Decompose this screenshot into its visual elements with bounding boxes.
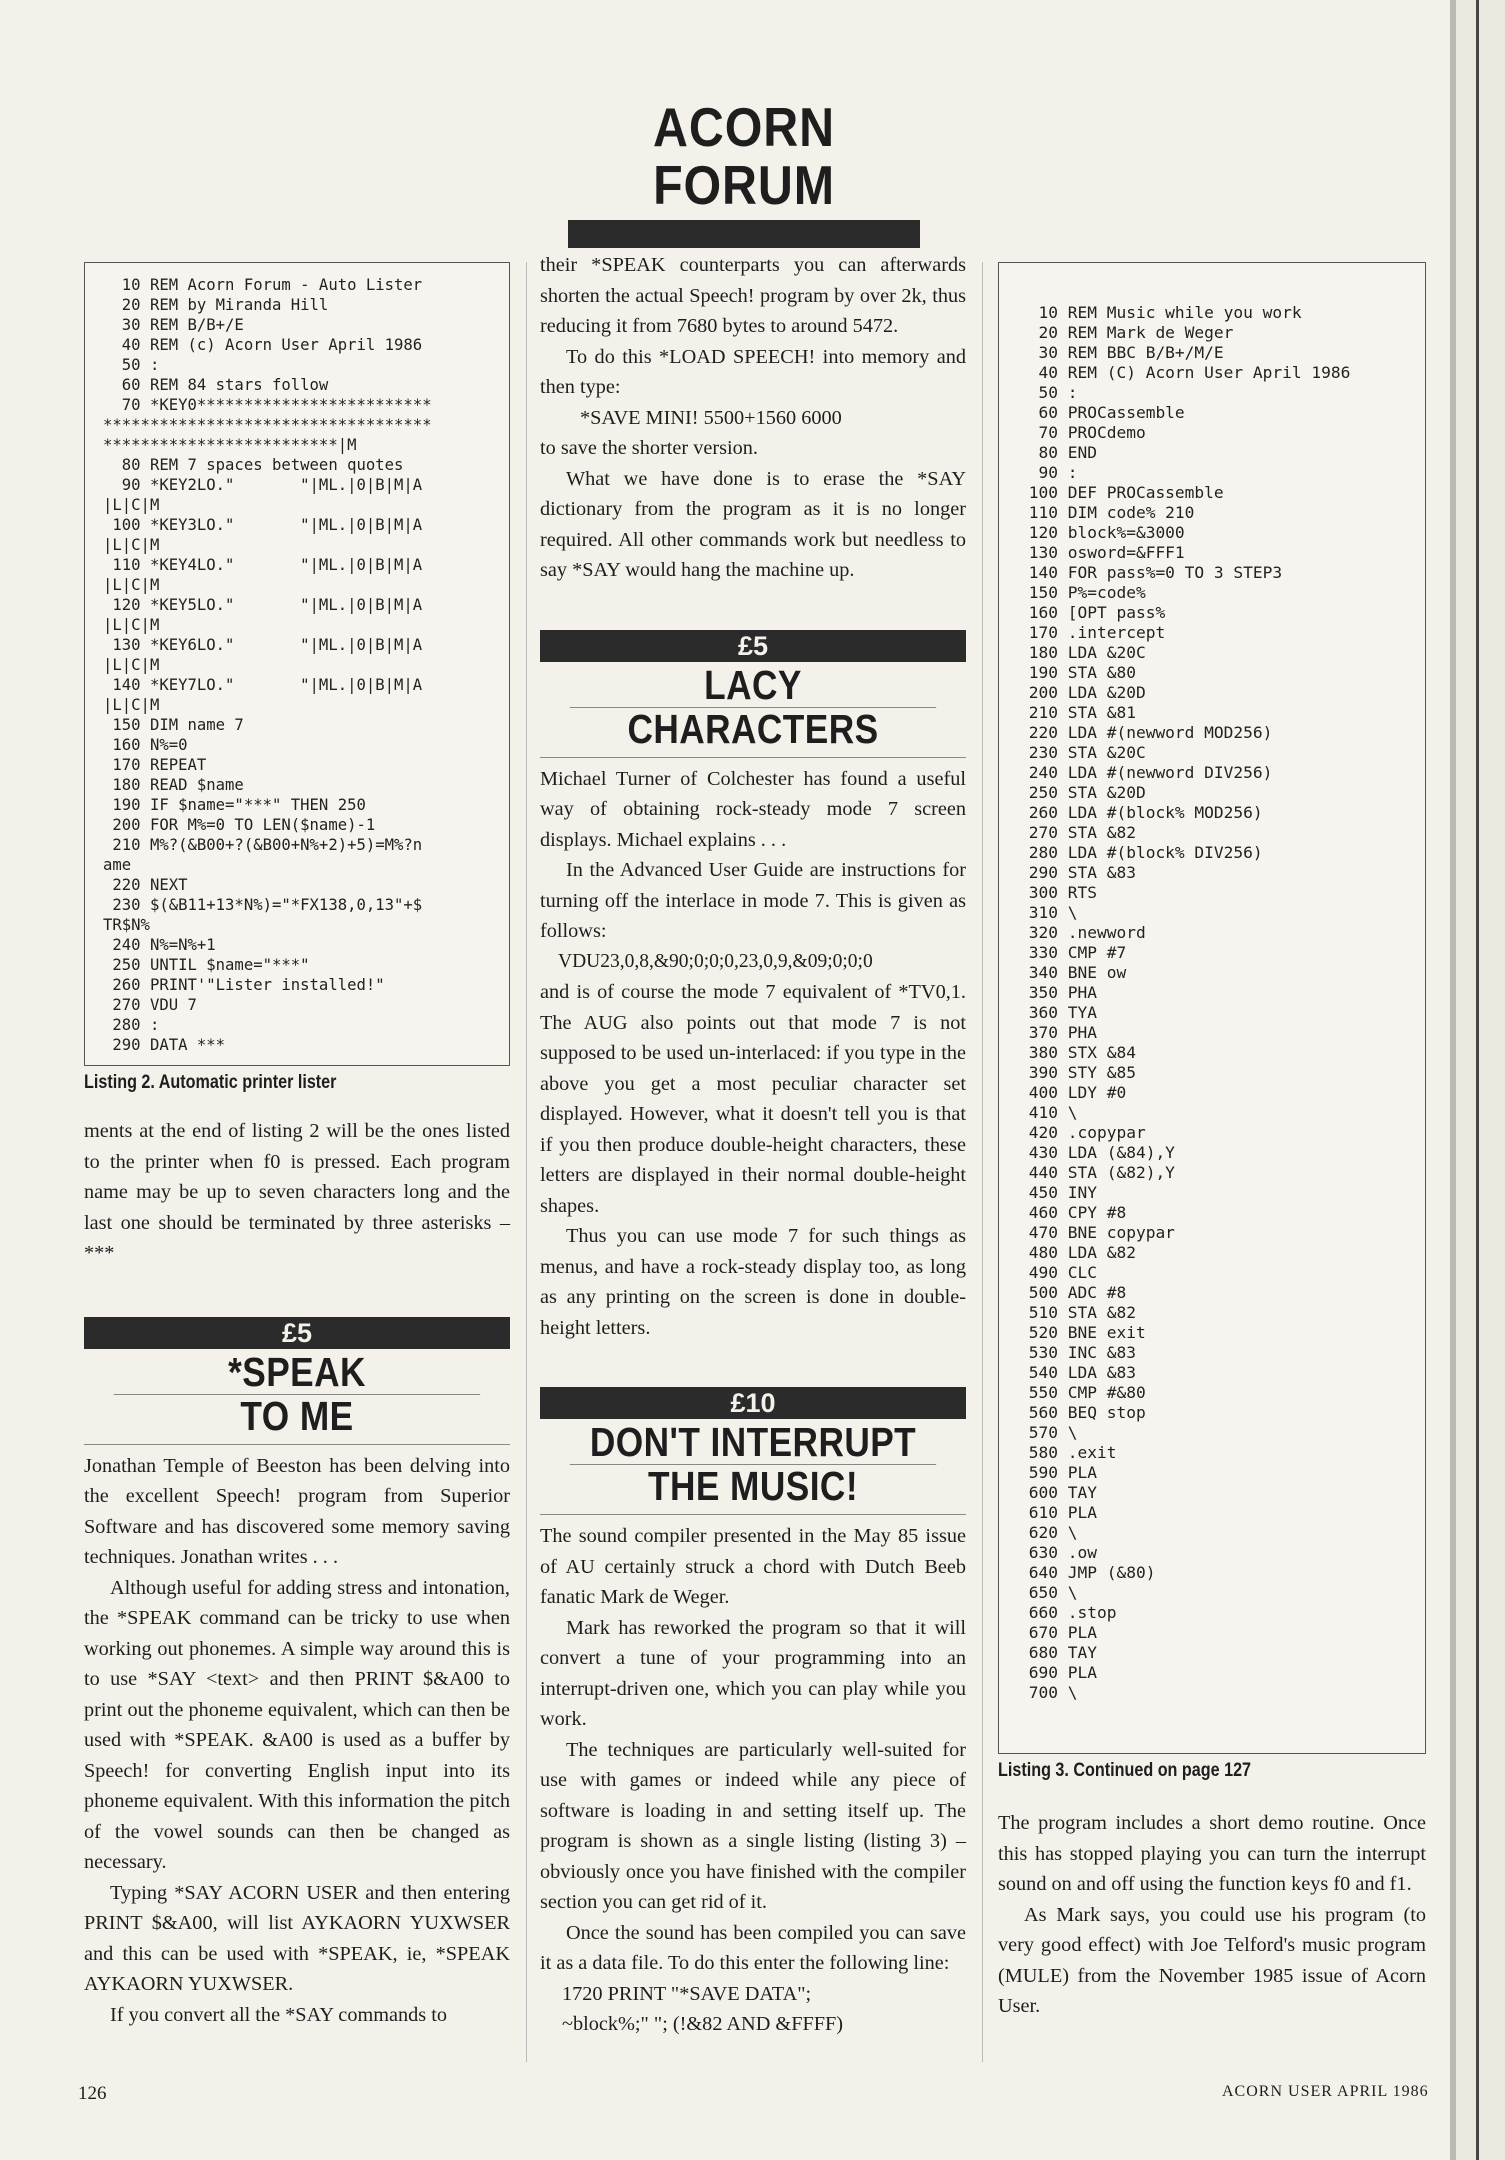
page-edge-rule [1476,0,1479,2160]
code-line: 530 INC &83 [1019,1343,1136,1362]
page-header [568,98,920,248]
code-line: 210 STA &81 [1019,703,1136,722]
code-line: 150 P%=code% [1019,583,1146,602]
code-line: 240 N%=N%+1 [103,936,216,954]
section-rule [540,1514,966,1515]
code-line: 10 REM Music while you work [1019,303,1302,322]
paragraph: Michael Turner of Colchester has found a useful way of obtaining rock-steady mode 7 screen displays. Michael explains . . . [540,767,966,851]
code-line: 560 BEQ stop [1019,1403,1146,1422]
code-line: 380 STX &84 [1019,1043,1136,1062]
code-line: 340 BNE ow [1019,963,1127,982]
listing-3-code [1019,303,1417,1703]
code-line: |L|C|M [103,496,160,514]
code-line: 410 \ [1019,1103,1078,1122]
code-line: 510 STA &82 [1019,1303,1136,1322]
code-line: 650 \ [1019,1583,1078,1602]
command-line: *SAVE MINI! 5500+1560 6000 [580,406,842,429]
code-line: 590 PLA [1019,1463,1097,1482]
code-line: 350 PHA [1019,983,1097,1002]
code-line: 260 LDA #(block% MOD256) [1019,803,1263,822]
code-line: 10 REM Acorn Forum - Auto Lister [103,276,423,294]
paragraph: In the Advanced User Guide are instructions for turning off the interlace in mode 7. This is given as follows: [540,859,966,942]
code-line: 580 .exit [1019,1443,1117,1462]
speak-section [84,1317,510,2031]
code-line: 140 *KEY7LO." "|ML.|0|B|M|A [103,676,423,694]
code-line: 130 osword=&FFF1 [1019,543,1185,562]
code-line: 360 TYA [1019,1003,1097,1022]
code-line: 150 DIM name 7 [103,716,244,734]
code-line: 700 \ [1019,1683,1078,1702]
code-line: 480 LDA &82 [1019,1243,1136,1262]
code-line: 200 LDA &20D [1019,683,1146,702]
section-title-line: CHARACTERS [570,707,936,751]
listing-3-caption: Listing 3. Continued on page 127 [998,1760,1252,1781]
code-line: 250 STA &20D [1019,783,1146,802]
code-line: 300 RTS [1019,883,1097,902]
paragraph: The techniques are particularly well-suited for use with games or indeed while any piece of software is loading in and setting itself up. The program is shown as a single listing (listing 3) – obviously once you have finished with the compiler section you can get rid of it. [540,1738,966,1913]
code-line: 680 TAY [1019,1643,1097,1662]
paragraph: their *SPEAK counterparts you can afterwards shorten the actual Speech! program by over 2k, thus reducing it from 7680 bytes to around 5472. [540,254,966,337]
code-line: 220 NEXT [103,876,188,894]
code-line: 170 REPEAT [103,756,207,774]
code-line: 540 LDA &83 [1019,1363,1136,1382]
paragraph: to save the shorter version. [540,437,758,459]
paragraph: Typing *SAY ACORN USER and then entering PRINT $&A00, will list AYKAORN YUXWSER and this can be used with *SPEAK, ie, *SPEAK AYKAORN YUXWSER. [84,1881,510,1995]
code-line: 50 : [103,356,160,374]
code-line: |L|C|M [103,696,160,714]
listing-2-code [103,275,501,1055]
code-line: 90 : [1019,463,1078,482]
code-line: 270 STA &82 [1019,823,1136,842]
prize-badge: £5 [540,630,966,662]
code-line: 110 DIM code% 210 [1019,503,1195,522]
code-line: 40 REM (c) Acorn User April 1986 [103,336,423,354]
code-line: TR$N% [103,916,150,934]
code-line: 450 INY [1019,1183,1097,1202]
section-rule [540,757,966,758]
code-line: 60 PROCassemble [1019,403,1185,422]
code-line: |L|C|M [103,616,160,634]
column-2 [540,250,966,2040]
code-line: 250 UNTIL $name="***" [103,956,310,974]
code-line: 180 READ $name [103,776,244,794]
code-line: 220 LDA #(newword MOD256) [1019,723,1273,742]
code-line: ~block%;" "; (!&82 AND &FFFF) [562,2013,844,2035]
section-title-line: LACY [704,661,802,708]
paragraph: Once the sound has been compiled you can save it as a data file. To do this enter the following line: [540,1921,966,1974]
code-line: 100 DEF PROCassemble [1019,483,1224,502]
code-line: 370 PHA [1019,1023,1097,1042]
code-line: 390 STY &85 [1019,1063,1136,1082]
magazine-footer: ACORN USER APRIL 1986 [1222,2083,1429,2100]
code-line: 210 M%?(&B00+?(&B00+N%+2)+5)=M%?n [103,836,423,854]
code-line: 170 .intercept [1019,623,1166,642]
column-1 [84,262,510,2030]
code-line: 160 N%=0 [103,736,188,754]
code-line: 1720 PRINT "*SAVE DATA"; [562,1982,812,2005]
code-line: 30 REM B/B+/E [103,316,244,334]
vdu-command: VDU23,0,8,&90;0;0;0,23,0,9,&09;0;0;0 [558,950,873,972]
listing-2-caption: Listing 2. Automatic printer lister [84,1072,337,1093]
code-line: 640 JMP (&80) [1019,1563,1156,1582]
code-line: 290 STA &83 [1019,863,1136,882]
code-line: 110 *KEY4LO." "|ML.|0|B|M|A [103,556,423,574]
code-line: 570 \ [1019,1423,1078,1442]
page-title: ACORN FORUM [653,96,835,216]
listing-2-box [84,262,510,1066]
header-bar [568,220,920,248]
section-rule [84,1444,510,1445]
listing-3-box [998,262,1426,1754]
paragraph: If you convert all the *SAY commands to [110,2003,448,2026]
code-line: 520 BNE exit [1019,1323,1146,1342]
section-title-line: TO ME [114,1394,480,1438]
code-line: |L|C|M [103,536,160,554]
prize-badge: £10 [540,1387,966,1419]
code-line: 500 ADC #8 [1019,1283,1127,1302]
code-line: 620 \ [1019,1523,1078,1542]
paragraph: The program includes a short demo routine. Once this has stopped playing you can turn the interrupt sound on and off using the function keys f0 and f1. [998,1812,1426,1895]
paragraph: What we have done is to erase the *SAY dictionary from the program as it is no longer required. All other commands work but needless to say *SAY would hang the machine up. [540,467,966,581]
code-line: 20 REM by Miranda Hill [103,296,329,314]
paragraph: The sound compiler presented in the May 85 issue of AU certainly struck a chord with Dutch Beeb fanatic Mark de Weger. [540,1525,966,1608]
column-divider [526,262,527,2062]
paragraph: Mark has reworked the program so that it will convert a tune of your programming into an interrupt-driven one, which you can play while you work. [540,1616,966,1730]
code-line: 440 STA (&82),Y [1019,1163,1175,1182]
code-line: 600 TAY [1019,1483,1097,1502]
code-line: 290 DATA *** [103,1036,226,1054]
paragraph: To do this *LOAD SPEECH! into memory and then type: [540,345,966,398]
section-title-line: DON'T INTERRUPT [589,1419,917,1465]
code-line: 690 PLA [1019,1663,1097,1682]
code-line: 70 *KEY0************************* [103,396,432,414]
code-line: 470 BNE copypar [1019,1223,1175,1242]
code-line: *************************|M [103,436,357,454]
code-line: 240 LDA #(newword DIV256) [1019,763,1273,782]
code-line: 280 : [103,1016,160,1034]
column-3 [998,262,1426,2022]
prize-badge: £5 [84,1317,510,1349]
code-line: 100 *KEY3LO." "|ML.|0|B|M|A [103,516,423,534]
code-line: 50 : [1019,383,1078,402]
paragraph: Thus you can use mode 7 for such things as menus, and have a rock-steady display too, as long as any printing on the screen is done in double-height letters. [540,1225,966,1339]
code-line: 630 .ow [1019,1543,1097,1562]
code-line: 120 *KEY5LO." "|ML.|0|B|M|A [103,596,423,614]
code-line: ame [103,856,132,874]
section-title [570,661,936,752]
paragraph: As Mark says, you could use his program (to very good effect) with Joe Telford's music program (MULE) from the November 1985 issue of Acorn User. [998,1903,1426,2017]
code-line: 60 REM 84 stars follow [103,376,329,394]
code-line: 280 LDA #(block% DIV256) [1019,843,1263,862]
column-divider [982,262,983,2062]
code-line: 70 PROCdemo [1019,423,1146,442]
code-line: 270 VDU 7 [103,996,197,1014]
section-title [114,1348,480,1439]
code-line: 190 STA &80 [1019,663,1136,682]
code-line: 320 .newword [1019,923,1146,942]
code-line: 430 LDA (&84),Y [1019,1143,1175,1162]
code-line: 80 END [1019,443,1097,462]
code-line: 230 STA &20C [1019,743,1146,762]
code-line: 130 *KEY6LO." "|ML.|0|B|M|A [103,636,423,654]
code-line: 310 \ [1019,903,1078,922]
code-line: 260 PRINT'"Lister installed!" [103,976,385,994]
paragraph: ments at the end of listing 2 will be the ones listed to the printer when f0 is pressed. Each program name may be up to seven characters long and the last one should be terminated by three asterisks – *** [84,1120,510,1264]
code-line: |L|C|M [103,656,160,674]
code-line: 670 PLA [1019,1623,1097,1642]
code-line: 180 LDA &20C [1019,643,1146,662]
code-line: 190 IF $name="***" THEN 250 [103,796,366,814]
code-line: 20 REM Mark de Weger [1019,323,1234,342]
code-line: 490 CLC [1019,1263,1097,1282]
code-line: 90 *KEY2LO." "|ML.|0|B|M|A [103,476,423,494]
code-line: 230 $(&B11+13*N%)="*FX138,0,13"+$ [103,896,423,914]
code-line: 30 REM BBC B/B+/M/E [1019,343,1224,362]
code-line: 550 CMP #&80 [1019,1383,1146,1402]
lacy-section [540,630,966,1344]
code-line: 160 [OPT pass% [1019,603,1166,622]
music-section [540,1387,966,2040]
paragraph: Although useful for adding stress and intonation, the *SPEAK command can be tricky to use when working out phonemes. A simple way around this is to use *SAY <text> and then PRINT $&A00 to print out the phoneme equivalent, which can then be used with *SPEAK. &A00 is used as a buffer by Speech! for converting English input into its phoneme equivalent. With this information the pitch of the vowel sounds can then be changed as necessary. [84,1576,510,1873]
code-line: 200 FOR M%=0 TO LEN($name)-1 [103,816,376,834]
code-line: 330 CMP #7 [1019,943,1127,962]
code-line: 400 LDY #0 [1019,1083,1127,1102]
code-line: 660 .stop [1019,1603,1117,1622]
code-line: *********************************** [103,416,432,434]
section-title-line: *SPEAK [228,1348,366,1395]
page-number: 126 [78,2083,107,2104]
paragraph: Jonathan Temple of Beeston has been delving into the excellent Speech! program from Superior Software and has discovered some memory saving techniques. Jonathan writes . . . [84,1454,510,1568]
code-line: 80 REM 7 spaces between quotes [103,456,404,474]
code-line: 610 PLA [1019,1503,1097,1522]
code-line: 420 .copypar [1019,1123,1146,1142]
section-title-line: THE MUSIC! [570,1464,936,1508]
code-line: |L|C|M [103,576,160,594]
code-line: 140 FOR pass%=0 TO 3 STEP3 [1019,563,1283,582]
section-title [570,1421,936,1508]
code-line: 120 block%=&3000 [1019,523,1185,542]
code-line: 40 REM (C) Acorn User April 1986 [1019,363,1351,382]
paragraph: and is of course the mode 7 equivalent of *TV0,1. The AUG also points out that mode 7 is not supposed to be used un-interlaced: if you type in the above you get a most peculiar character set displayed. However, what it doesn't tell you is that if you then produce double-height characters, these letters are displayed in their normal double-height shapes. [540,981,966,1217]
code-line: 460 CPY #8 [1019,1203,1127,1222]
